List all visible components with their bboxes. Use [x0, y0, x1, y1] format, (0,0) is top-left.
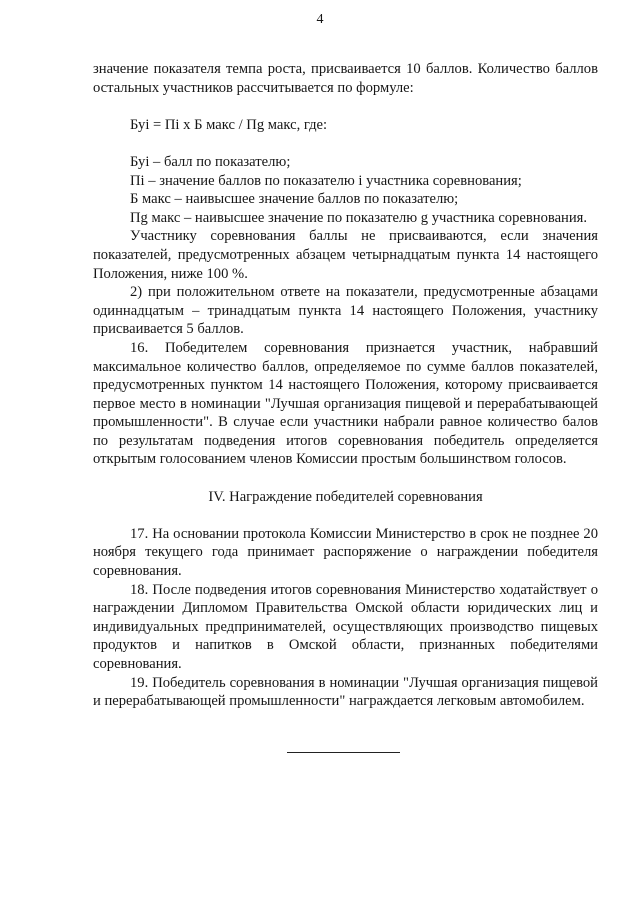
paragraph-16: 16. Победителем соревнования признается участник, набравший максимальное количество баллов, определяемое по сумме баллов показателей, предусмотренных пунктом 14 настоящего Положения, которому присваивается первое место в номинации "Лучшая организация пищевой и перерабатывающей промышленности". В случае если участники набрали равное количество балов по результатам подведения итогов соревнования победитель определяется открытым голосованием членов Комиссии простым большинством голосов.: [93, 339, 598, 468]
document-body: [93, 60, 598, 711]
paragraph-17: 17. На основании протокола Комиссии Министерство в срок не позднее 20 ноября текущего года принимает распоряжение о награждении победителя соревнования.: [93, 525, 598, 580]
formula-legend-item: Буi – балл по показателю;: [130, 153, 291, 170]
paragraph: значение показателя темпа роста, присваивается 10 баллов. Количество баллов остальных участников рассчитывается по формуле:: [93, 61, 598, 96]
paragraph-19: 19. Победитель соревнования в номинации "Лучшая организация пищевой и перерабатывающей промышленности" награждается легковым автомобилем.: [93, 674, 598, 710]
formula: Буi = Пi х Б макс / Пg макс, где:: [130, 116, 328, 133]
page-number: 4: [316, 12, 324, 27]
paragraph-18: 18. После подведения итогов соревнования Министерство ходатайствует о награждении Дипломом Правительства Омской области юридических лиц и индивидуальных предпринимателей, осуществляющих производство пищевых продуктов и напитков в Омской области, признанных победителями соревнования.: [93, 581, 598, 672]
paragraph: Участнику соревнования баллы не присваиваются, если значения показателей, предусмотренных абзацем четырнадцатым пункта 14 настоящего Положения, ниже 100 %.: [93, 228, 598, 282]
formula-legend-item: Пg макс – наивысшее значение по показателю g участника соревнования.: [130, 209, 588, 226]
section-heading: IV. Награждение победителей соревнования: [208, 488, 483, 505]
formula-legend-item: Б макс – наивысшее значение баллов по показателю;: [130, 191, 459, 208]
formula-legend-item: Пi – значение баллов по показателю i участника соревнования;: [130, 172, 522, 189]
closing-rule: [287, 752, 400, 753]
paragraph: 2) при положительном ответе на показатели, предусмотренные абзацами одиннадцатым – тринадцатым пункта 14 настоящего Положения, участнику присваивается 5 баллов.: [93, 284, 598, 338]
